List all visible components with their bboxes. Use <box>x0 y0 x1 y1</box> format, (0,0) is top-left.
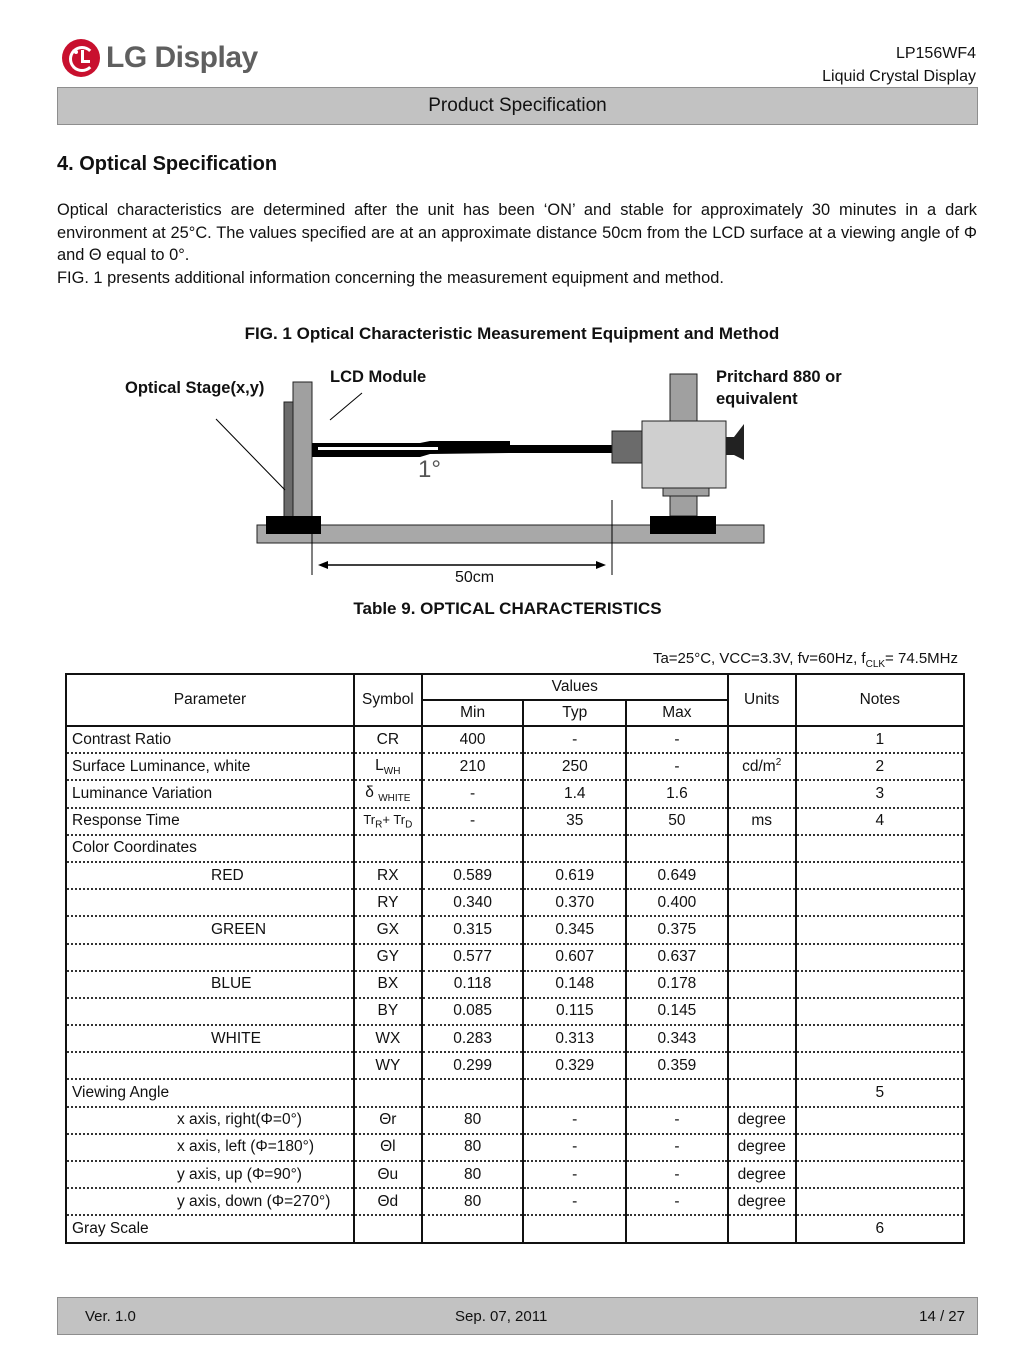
angle-label: 1° <box>418 456 441 483</box>
cell-max: - <box>626 1134 728 1161</box>
cell-min <box>422 835 524 862</box>
cell-units <box>728 998 796 1025</box>
cell-symbol: RX <box>354 862 422 889</box>
table-row <box>66 916 964 943</box>
cell-param <box>66 944 354 971</box>
header-max: Max <box>626 700 728 726</box>
cell-param: x axis, right(Φ=0°) <box>66 1107 354 1134</box>
cell-param: Color Coordinates <box>66 835 354 862</box>
cell-typ: - <box>523 726 626 753</box>
cell-param: BLUE <box>66 971 354 998</box>
cell-typ: - <box>523 1107 626 1134</box>
cell-symbol: Θu <box>354 1161 422 1188</box>
logo-text: LG Display <box>106 41 258 74</box>
cell-notes <box>796 835 964 862</box>
page-number: 14 / 27 <box>919 1308 965 1325</box>
cell-units: degree <box>728 1134 796 1161</box>
cell-typ: 250 <box>523 753 626 780</box>
cell-min: 0.299 <box>422 1052 524 1079</box>
table-row <box>66 1052 964 1079</box>
cell-symbol: GY <box>354 944 422 971</box>
cell-notes: 4 <box>796 808 964 835</box>
cell-max: 0.359 <box>626 1052 728 1079</box>
cell-min: 0.315 <box>422 916 524 943</box>
cell-typ <box>523 1215 626 1242</box>
cell-max: 0.178 <box>626 971 728 998</box>
cell-typ: 35 <box>523 808 626 835</box>
version: Ver. 1.0 <box>85 1308 136 1325</box>
section-title: 4. Optical Specification <box>57 153 278 175</box>
cell-param: RED <box>66 862 354 889</box>
header-values: Values <box>422 674 728 700</box>
cell-symbol: Θd <box>354 1188 422 1215</box>
table-row <box>66 862 964 889</box>
cell-max: 0.400 <box>626 889 728 916</box>
table-row <box>66 835 964 862</box>
cell-symbol: BX <box>354 971 422 998</box>
cell-units: ms <box>728 808 796 835</box>
cell-typ: - <box>523 1161 626 1188</box>
cell-param: Response Time <box>66 808 354 835</box>
cell-units <box>728 780 796 807</box>
cell-symbol: WY <box>354 1052 422 1079</box>
cell-notes: 1 <box>796 726 964 753</box>
cell-param: WHITE <box>66 1025 354 1052</box>
cell-max: 50 <box>626 808 728 835</box>
cell-units <box>728 726 796 753</box>
cell-units <box>728 1215 796 1242</box>
cell-min: 80 <box>422 1107 524 1134</box>
cell-typ <box>523 835 626 862</box>
cell-max: - <box>626 726 728 753</box>
cell-symbol: BY <box>354 998 422 1025</box>
cell-param: GREEN <box>66 916 354 943</box>
cell-min: - <box>422 808 524 835</box>
cell-notes <box>796 971 964 998</box>
cell-units: degree <box>728 1188 796 1215</box>
cell-param: Gray Scale <box>66 1215 354 1242</box>
table-row <box>66 1025 964 1052</box>
cell-units <box>728 1025 796 1052</box>
cell-max <box>626 835 728 862</box>
cell-max: - <box>626 1188 728 1215</box>
model-number: LP156WF4 <box>895 45 976 62</box>
cell-typ: - <box>523 1134 626 1161</box>
cell-min: 400 <box>422 726 524 753</box>
cell-units <box>728 889 796 916</box>
cell-units <box>728 944 796 971</box>
cell-notes <box>796 1107 964 1134</box>
header-notes: Notes <box>796 674 964 726</box>
cell-typ: - <box>523 1188 626 1215</box>
cell-min <box>422 1079 524 1106</box>
table-row <box>66 1107 964 1134</box>
cell-symbol: RY <box>354 889 422 916</box>
cell-max: 0.637 <box>626 944 728 971</box>
table-row <box>66 1188 964 1215</box>
optical-characteristics-table <box>65 673 965 1244</box>
cell-notes <box>796 1188 964 1215</box>
cell-symbol: WX <box>354 1025 422 1052</box>
cell-typ: 0.329 <box>523 1052 626 1079</box>
cell-min: 0.577 <box>422 944 524 971</box>
cell-param: x axis, left (Φ=180°) <box>66 1134 354 1161</box>
cell-param <box>66 1052 354 1079</box>
cell-min: 80 <box>422 1188 524 1215</box>
intro-paragraph: Optical characteristics are determined after the unit has been ‘ON’ and stable for approximately 30 minutes in a dark environment at 25°C. The values specified are at an approximate distance 50cm from the LCD surface at a viewing angle of Φ and Θ equal to 0°. <box>57 201 977 265</box>
cell-max: 0.649 <box>626 862 728 889</box>
measurement-setup-diagram <box>0 0 1024 600</box>
cell-symbol: CR <box>354 726 422 753</box>
cell-units <box>728 971 796 998</box>
cell-units: degree <box>728 1107 796 1134</box>
product-type: Liquid Crystal Display <box>822 68 976 85</box>
cell-max: - <box>626 1161 728 1188</box>
cell-units <box>728 1052 796 1079</box>
figure-title: FIG. 1 Optical Characteristic Measurement Equipment and Method <box>244 324 780 343</box>
cell-max <box>626 1079 728 1106</box>
cell-symbol <box>354 1215 422 1242</box>
lcd-module-icon <box>293 382 312 519</box>
optical-stage-label: Optical Stage(x,y) <box>125 379 265 397</box>
cell-typ: 0.115 <box>523 998 626 1025</box>
cell-param: y axis, down (Φ=270°) <box>66 1188 354 1215</box>
cell-notes: 2 <box>796 753 964 780</box>
cell-min: - <box>422 780 524 807</box>
cell-notes: 6 <box>796 1215 964 1242</box>
photometer-icon <box>642 421 726 488</box>
cell-symbol: Θl <box>354 1134 422 1161</box>
cell-notes <box>796 1134 964 1161</box>
distance-label: 50cm <box>455 569 495 586</box>
date: Sep. 07, 2011 <box>455 1308 548 1325</box>
cell-min: 0.589 <box>422 862 524 889</box>
header-typ: Typ <box>523 700 626 726</box>
table-row <box>66 1079 964 1106</box>
table-row <box>66 726 964 753</box>
cell-min: 80 <box>422 1134 524 1161</box>
table-row <box>66 944 964 971</box>
cell-max: 0.343 <box>626 1025 728 1052</box>
cell-param: Luminance Variation <box>66 780 354 807</box>
cell-typ: 1.4 <box>523 780 626 807</box>
table-row <box>66 1215 964 1242</box>
table-row <box>66 971 964 998</box>
table-row <box>66 753 964 780</box>
cell-param: Contrast Ratio <box>66 726 354 753</box>
cell-typ: 0.619 <box>523 862 626 889</box>
cell-typ <box>523 1079 626 1106</box>
cell-param: Surface Luminance, white <box>66 753 354 780</box>
cell-notes <box>796 1025 964 1052</box>
table-row <box>66 780 964 807</box>
table-row <box>66 1134 964 1161</box>
cell-units: degree <box>728 1161 796 1188</box>
cell-min: 0.283 <box>422 1025 524 1052</box>
table-row <box>66 808 964 835</box>
cell-min: 0.085 <box>422 998 524 1025</box>
cell-max: 1.6 <box>626 780 728 807</box>
cell-notes: 5 <box>796 1079 964 1106</box>
cell-notes <box>796 998 964 1025</box>
cell-param: Viewing Angle <box>66 1079 354 1106</box>
cell-notes <box>796 916 964 943</box>
table-title: Table 9. OPTICAL CHARACTERISTICS <box>353 599 662 618</box>
cell-symbol <box>354 1079 422 1106</box>
cell-notes <box>796 1161 964 1188</box>
cell-symbol: δ $_{WHITE}$ <box>354 780 422 807</box>
cell-units <box>728 862 796 889</box>
cell-typ: 0.345 <box>523 916 626 943</box>
cell-symbol: Θr <box>354 1107 422 1134</box>
cell-param <box>66 889 354 916</box>
lcd-module-label: LCD Module <box>330 368 427 386</box>
band-title: Product Specification <box>428 95 607 116</box>
cell-notes <box>796 862 964 889</box>
header-parameter: Parameter <box>66 674 354 726</box>
cell-typ: 0.607 <box>523 944 626 971</box>
cell-param: y axis, up (Φ=90°) <box>66 1161 354 1188</box>
figure-reference-paragraph: FIG. 1 presents additional information concerning the measurement equipment and method. <box>57 268 724 287</box>
cell-notes <box>796 1052 964 1079</box>
cell-max: - <box>626 1107 728 1134</box>
cell-units <box>728 835 796 862</box>
photometer-label: Pritchard 880 or equivalent <box>716 368 842 408</box>
cell-notes: 3 <box>796 780 964 807</box>
cell-param <box>66 998 354 1025</box>
cell-units: $cd/m^2$ <box>728 753 796 780</box>
table-row <box>66 889 964 916</box>
cell-max <box>626 1215 728 1242</box>
table-row <box>66 1161 964 1188</box>
cell-min: 210 <box>422 753 524 780</box>
cell-notes <box>796 889 964 916</box>
cell-max: 0.375 <box>626 916 728 943</box>
cell-min: 0.118 <box>422 971 524 998</box>
cell-symbol: $L_{WH}$ <box>354 753 422 780</box>
cell-symbol <box>354 835 422 862</box>
cell-units <box>728 1079 796 1106</box>
cell-typ: 0.148 <box>523 971 626 998</box>
cell-typ: 0.313 <box>523 1025 626 1052</box>
cell-min: 0.340 <box>422 889 524 916</box>
cell-typ: 0.370 <box>523 889 626 916</box>
cell-symbol: GX <box>354 916 422 943</box>
header-min: Min <box>422 700 524 726</box>
cell-units <box>728 916 796 943</box>
cell-max: 0.145 <box>626 998 728 1025</box>
footer-band <box>57 1297 978 1335</box>
cell-symbol: $Tr_R+ Tr_D$ <box>354 808 422 835</box>
table-row <box>66 998 964 1025</box>
header-symbol: Symbol <box>354 674 422 726</box>
cell-notes <box>796 944 964 971</box>
cell-max: - <box>626 753 728 780</box>
measurement-conditions: Ta=25°C, VCC=3.3V, fv=60Hz, $f_{CLK}= 74.5MHz$ <box>652 650 958 670</box>
cell-min: 80 <box>422 1161 524 1188</box>
header-units: Units <box>728 674 796 726</box>
cell-min <box>422 1215 524 1242</box>
